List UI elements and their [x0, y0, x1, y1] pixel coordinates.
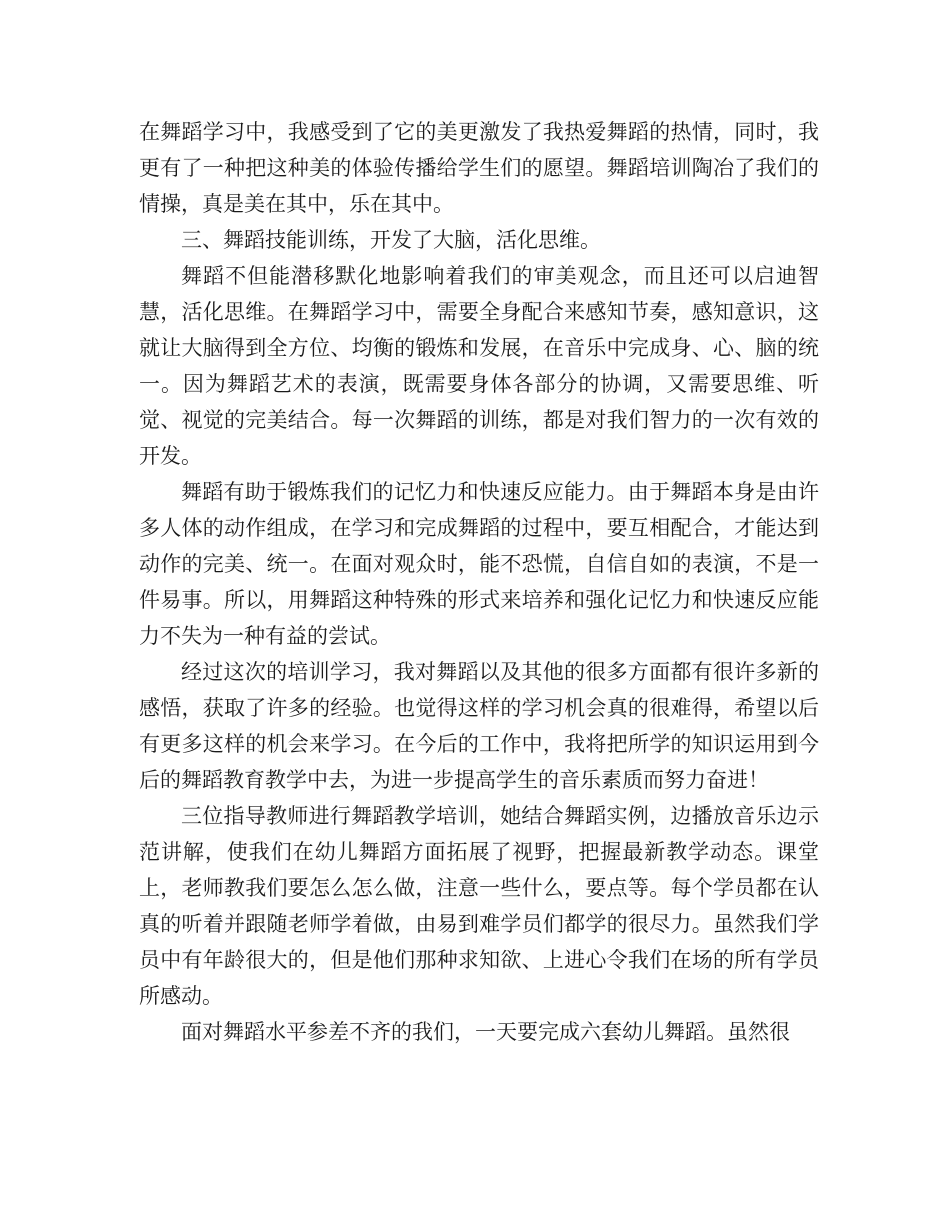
- document-body: [139, 114, 819, 1050]
- paragraph-4: 舞蹈有助于锻炼我们的记忆力和快速反应能力。由于舞蹈本身是由许多人体的动作组成，在学习和完成舞蹈的过程中，要互相配合，才能达到动作的完美、统一。在面对观众时，能不恐慌，自信自如的表演，不是一件易事。所以，用舞蹈这种特殊的形式来培养和强化记忆力和快速反应能力不失为一种有益的尝试。: [139, 480, 819, 648]
- paragraph-7: 面对舞蹈水平参差不齐的我们，一天要完成六套幼儿舞蹈。虽然很: [181, 1020, 790, 1044]
- paragraph-1: 在舞蹈学习中，我感受到了它的美更激发了我热爱舞蹈的热情，同时，我更有了一种把这种美的体验传播给学生们的愿望。舞蹈培训陶冶了我们的情操，真是美在其中，乐在其中。: [139, 120, 819, 216]
- paragraph-3: 舞蹈不但能潜移默化地影响着我们的审美观念，而且还可以启迪智慧，活化思维。在舞蹈学习中，需要全身配合来感知节奏，感知意识，这就让大脑得到全方位、均衡的锻炼和发展，在音乐中完成身、心、脑的统一。因为舞蹈艺术的表演，既需要身体各部分的协调，又需要思维、听觉、视觉的完美结合。每一次舞蹈的训练，都是对我们智力的一次有效的开发。: [139, 264, 819, 468]
- paragraph-5: 经过这次的培训学习，我对舞蹈以及其他的很多方面都有很许多新的感悟，获取了许多的经验。也觉得这样的学习机会真的很难得，希望以后有更多这样的机会来学习。在今后的工作中，我将把所学的知识运用到今后的舞蹈教育教学中去，为进一步提高学生的音乐素质而努力奋进！: [139, 660, 819, 792]
- paragraph-6: 三位指导教师进行舞蹈教学培训，她结合舞蹈实例，边播放音乐边示范讲解，使我们在幼儿舞蹈方面拓展了视野，把握最新教学动态。课堂上，老师教我们要怎么怎么做，注意一些什么，要点等。每个学员都在认真的听着并跟随老师学着做，由易到难学员们都学的很尽力。虽然我们学员中有年龄很大的，但是他们那种求知欲、上进心令我们在场的所有学员所感动。: [139, 804, 819, 1008]
- section-heading-3: 三、舞蹈技能训练，开发了大脑，活化思维。: [181, 228, 601, 252]
